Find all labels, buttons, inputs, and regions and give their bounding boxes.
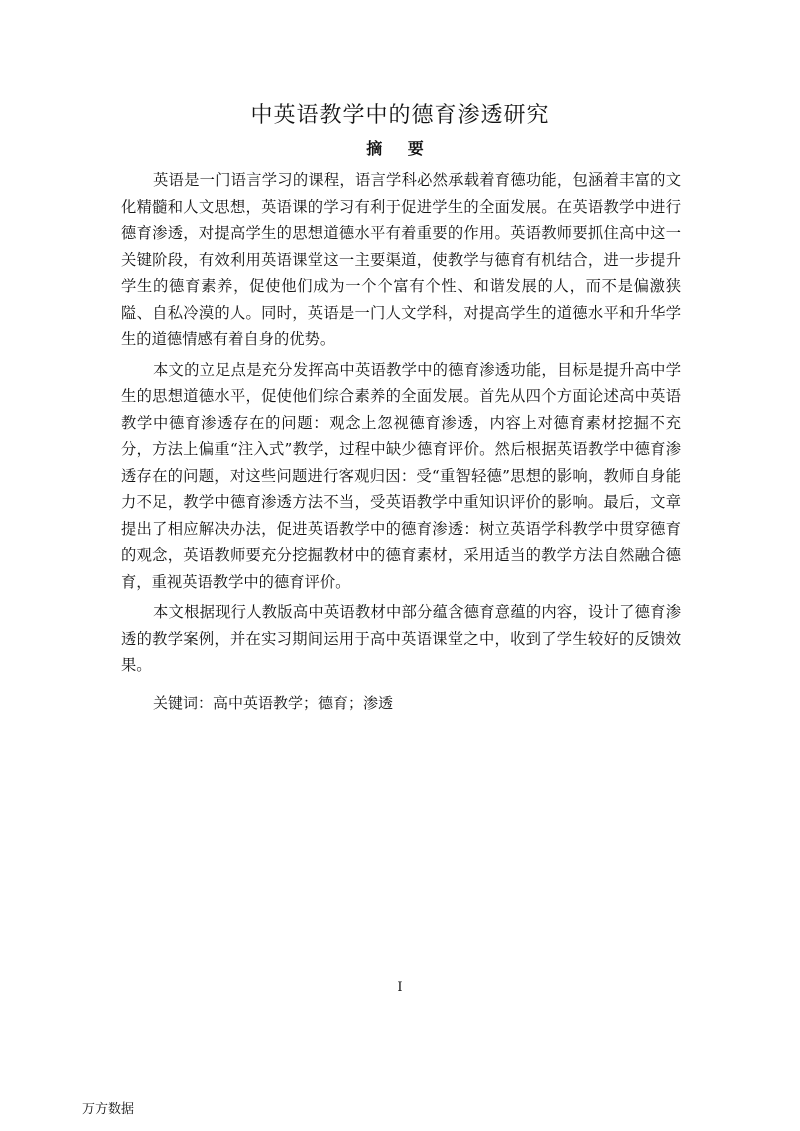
document-title: 中英语教学中的德育渗透研究 xyxy=(250,103,550,128)
abstract-paragraph-1: 英语是一门语言学习的课程，语言学科必然承载着育德功能，包涵着丰富的文化精髓和人文思想，英语课的学习有利于促进学生的全面发展。在英语教学中进行德育渗透，对提高学生的思想道德水平有着重要的作用。英语教师要抓住高中这一关键阶段，有效利用英语课堂这一主要渠道，使教学与德育有机结合，进一步提升学生的德育素养，促使他们成为一个个富有个性、和谐发展的人，而不是偏激狭隘、自私冷漠的人。同时，英语是一门人文学科，对提高学生的道德水平和升华学生的道德情感有着自身的优势。 xyxy=(121,171,681,348)
abstract-body xyxy=(121,167,681,683)
source-watermark: 万方数据 xyxy=(82,1102,135,1117)
keywords-line: 关键词：高中英语教学；德育；渗透 xyxy=(153,694,394,712)
abstract-paragraph-2: 本文的立足点是充分发挥高中英语教学中的德育渗透功能，目标是提升高中学生的思想道德水平，促使他们综合素养的全面发展。首先从四个方面论述高中英语教学中德育渗透存在的问题：观念上忽视德育渗透，内容上对德育素材挖掘不充分，方法上偏重“注入式”教学，过程中缺少德育评价。然后根据英语教学中德育渗透存在的问题，对这些问题进行客观归因：受“重智轻德”思想的影响，教师自身能力不足，教学中德育渗透方法不当，受英语教学中重知识评价的影响。最后，文章提出了相应解决办法，促进英语教学中的德育渗透：树立英语学科教学中贯穿德育的观念，英语教师要充分挖掘教材中的德育素材，采用适当的教学方法自然融合德育，重视英语教学中的德育评价。 xyxy=(121,360,681,591)
abstract-paragraph-3: 本文根据现行人教版高中英语教材中部分蕴含德育意蕴的内容，设计了德育渗透的教学案例，并在实习期间运用于高中英语课堂之中，收到了学生较好的反馈效果。 xyxy=(121,603,681,674)
page-number: I xyxy=(397,980,403,995)
abstract-heading: 摘 要 xyxy=(366,139,434,158)
